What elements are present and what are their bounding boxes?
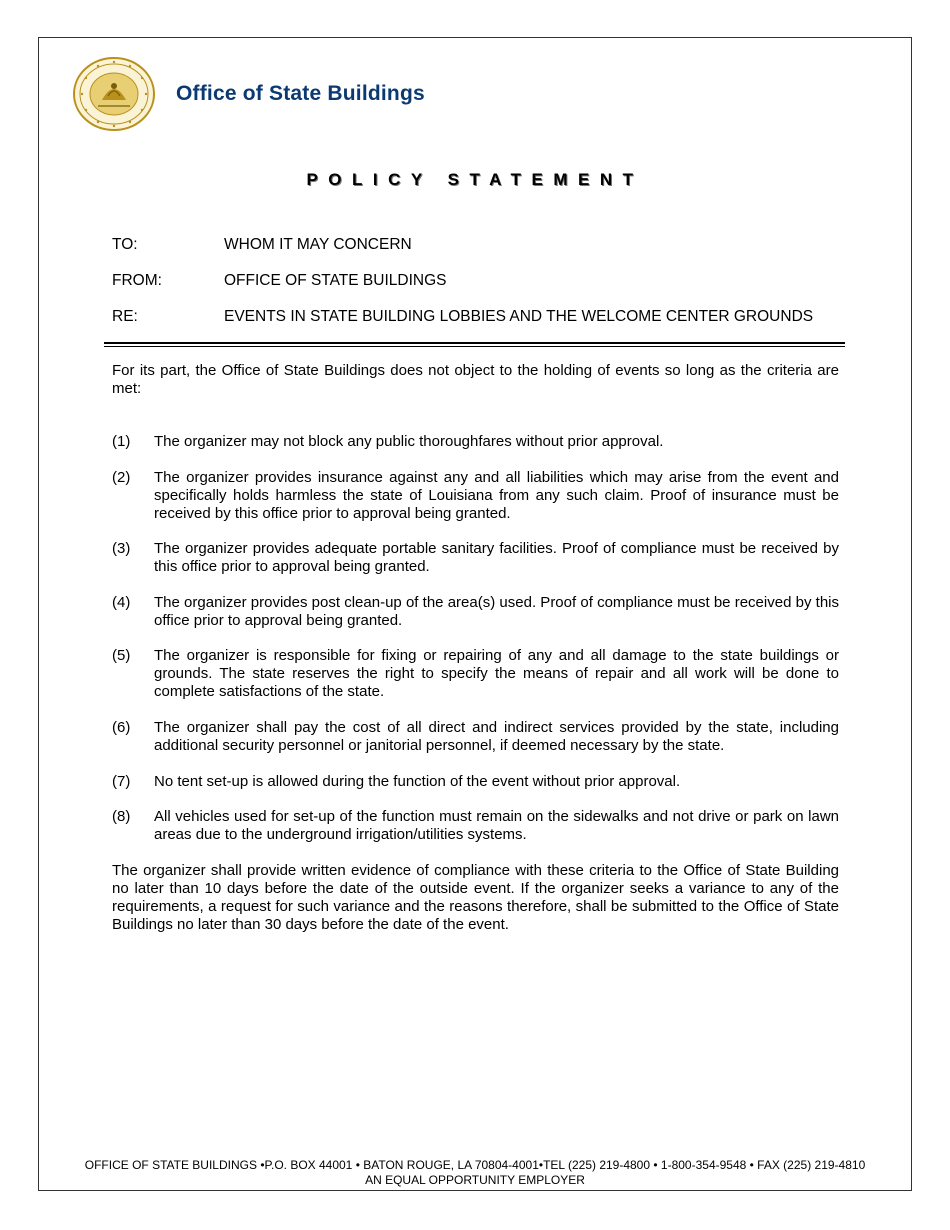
criteria-number: (5) (112, 647, 131, 664)
organization-title: Office of State Buildings (176, 82, 425, 105)
criteria-number: (3) (112, 540, 131, 557)
criteria-text: The organizer provides adequate portable sanitary facilities. Proof of compliance must be received by this office prior to approval being granted. (154, 540, 839, 575)
memo-from-value: OFFICE OF STATE BUILDINGS (224, 272, 447, 289)
footer-employer-line: AN EQUAL OPPORTUNITY EMPLOYER (365, 1173, 585, 1187)
closing-paragraph: The organizer shall provide written evidence of compliance with these criteria to the Office of State Building no later than 10 days before the date of the outside event. If the organizer seeks a variance to any of the requirements, a request for such variance and the reasons therefore, shall be submitted to the Office of State Buildings no later than 30 days before the date of the event. (112, 862, 839, 933)
criteria-item (112, 719, 839, 755)
criteria-item (112, 808, 839, 844)
criteria-number: (4) (112, 594, 131, 611)
criteria-item (112, 540, 839, 576)
policy-statement-heading: POLICY STATEMENT (306, 170, 644, 189)
criteria-item (112, 433, 839, 451)
footer-address-line: OFFICE OF STATE BUILDINGS •P.O. BOX 44001 • BATON ROUGE, LA 70804-4001•TEL (225) 219-4800 • 1-800-354-9548 • FAX (225) 219-4810 (84, 1158, 866, 1172)
criteria-number: (7) (112, 773, 131, 790)
criteria-item (112, 469, 839, 523)
criteria-number: (8) (112, 808, 131, 825)
criteria-text: The organizer shall pay the cost of all direct and indirect services provided by the state, including additional security personnel or janitorial personnel, if deemed necessary by the state. (154, 719, 839, 754)
footer (0, 1158, 950, 1188)
divider-thick (104, 342, 845, 344)
memo-re-label: RE: (112, 308, 138, 325)
memo-re-value: EVENTS IN STATE BUILDING LOBBIES AND THE WELCOME CENTER GROUNDS (224, 308, 814, 325)
criteria-text: The organizer provides post clean-up of the area(s) used. Proof of compliance must be received by this office prior to approval being granted. (154, 594, 839, 629)
criteria-text: The organizer is responsible for fixing or repairing of any and all damage to the state buildings or grounds. The state reserves the right to specify the means of repair and all work will be done to complete satisfactions of the state. (154, 647, 839, 700)
criteria-number: (6) (112, 719, 131, 736)
memo-to-row (112, 236, 412, 254)
divider-thin (104, 346, 845, 347)
criteria-text: The organizer provides insurance against any and all liabilities which may arise from the event and specifically holds harmless the state of Louisiana from any such claim. Proof of insurance must be received by this office prior to approval being granted. (154, 469, 839, 522)
memo-re-row (112, 308, 813, 326)
criteria-item (112, 594, 839, 630)
criteria-number: (2) (112, 469, 131, 486)
louisiana-state-seal-icon (72, 56, 156, 132)
intro-paragraph: For its part, the Office of State Buildings does not object to the holding of events so long as the criteria are met: (112, 362, 839, 397)
criteria-text: All vehicles used for set-up of the function must remain on the sidewalks and not drive or park on lawn areas due to the underground irrigation/utilities systems. (154, 808, 839, 843)
criteria-text: The organizer may not block any public thoroughfares without prior approval. (154, 433, 664, 450)
memo-from-row (112, 272, 446, 290)
criteria-item (112, 647, 839, 701)
memo-from-label: FROM: (112, 272, 162, 289)
memo-to-label: TO: (112, 236, 138, 253)
criteria-text: No tent set-up is allowed during the function of the event without prior approval. (154, 773, 681, 790)
criteria-number: (1) (112, 433, 131, 450)
memo-to-value: WHOM IT MAY CONCERN (224, 236, 412, 253)
criteria-item (112, 773, 839, 791)
